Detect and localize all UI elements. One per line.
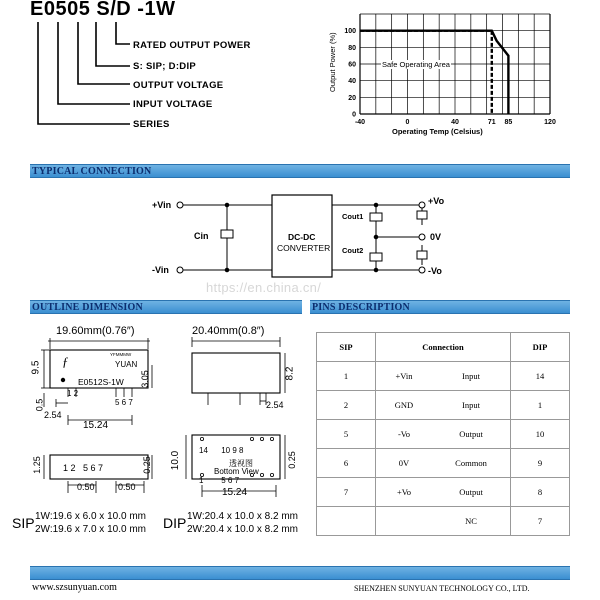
label-vo-pos: +Vo	[428, 196, 445, 206]
pins-header-sip: SIP	[317, 333, 376, 362]
legend-rated-power: RATED OUTPUT POWER	[133, 40, 251, 51]
x-tick-label: 71	[487, 119, 496, 126]
dip-top-pins: 14 10 9 8	[199, 446, 244, 455]
dip-body-h-dim: 10.0	[170, 450, 182, 471]
y-tick-label: 0	[352, 111, 356, 119]
table-cell: +Vo	[376, 478, 433, 507]
sip-bottom-w-dim: 0.25	[141, 456, 152, 474]
model-code: E0505 S/D -1W	[30, 0, 176, 20]
table-cell: Input	[432, 362, 511, 391]
table-cell: Output	[432, 420, 511, 449]
table-cell: NC	[432, 507, 511, 536]
table-cell: GND	[376, 391, 433, 420]
section-title-typical: TYPICAL CONNECTION	[32, 166, 152, 177]
y-tick-label: 60	[348, 61, 356, 69]
dip-view-cn: 透视图	[229, 459, 253, 468]
table-row	[317, 507, 570, 536]
table-row	[317, 420, 570, 449]
table-cell: 14	[511, 362, 570, 391]
x-tick-label: -40	[354, 119, 366, 126]
sip-bottom-d1: 0.50	[77, 482, 95, 492]
dip-size-1w: 1W:20.4 x 10.0 x 8.2 mm	[187, 511, 298, 522]
chart-xlabel: Operating Temp (Celsius)	[392, 127, 483, 136]
label-cout1: Cout1	[342, 212, 364, 221]
table-row	[317, 478, 570, 507]
pins-header-dip: DIP	[511, 333, 570, 362]
x-tick-label: 0	[405, 119, 410, 126]
table-row	[317, 449, 570, 478]
table-cell: 7	[511, 507, 570, 536]
table-cell: Input	[432, 391, 511, 420]
watermark: https://en.china.cn/	[206, 280, 322, 295]
sip-pitch-dim: 15.24	[83, 420, 109, 431]
sip-lead-dim: 0.5	[34, 398, 45, 412]
y-tick-label: 100	[344, 28, 356, 36]
label-vin-neg: -Vin	[152, 265, 169, 275]
sip-brand: YUAN	[115, 360, 138, 369]
label-cout2: Cout2	[342, 246, 364, 255]
sip-brand-small: YFMMMW	[110, 352, 132, 357]
pins-table	[316, 332, 570, 536]
section-title-pins: PINS DESCRIPTION	[312, 302, 410, 313]
legend-series: SERIES	[133, 119, 170, 130]
section-bar-pins	[310, 300, 570, 314]
label-vin-pos: +Vin	[152, 200, 172, 210]
label-converter-2: CONVERTER	[277, 243, 331, 253]
sip-mark: E0512S-1W	[78, 377, 124, 387]
sip-pins-left: 1 2	[67, 389, 79, 398]
table-cell: 7	[317, 478, 376, 507]
chart-ylabel: Output Power (%)	[328, 32, 337, 92]
dip-size-2w: 2W:20.4 x 10.0 x 8.2 mm	[187, 524, 298, 535]
table-cell: 0V	[376, 449, 433, 478]
pins-header-row	[317, 333, 570, 362]
pins-header-connection: Connection	[376, 333, 511, 362]
section-bar-outline	[30, 300, 302, 314]
dip-bottom-pins: 1 5 6 7	[199, 476, 240, 485]
section-title-outline: OUTLINE DIMENSION	[32, 302, 143, 313]
label-vo-neg: -Vo	[428, 266, 442, 276]
x-tick-label: 40	[451, 119, 459, 126]
table-cell: Common	[432, 449, 511, 478]
table-cell: 8	[511, 478, 570, 507]
y-tick-label: 40	[348, 78, 356, 86]
legend-package: S: SIP; D:DIP	[133, 61, 197, 72]
footer-bar	[30, 566, 570, 580]
dip-side-dim: 0.25	[286, 451, 297, 469]
section-bar-typical	[30, 164, 570, 178]
table-cell: 10	[511, 420, 570, 449]
x-tick-label: 120	[544, 119, 556, 126]
sip-bottom-h-dim: 1.25	[31, 456, 42, 474]
dip-width-dim: 20.40mm(0.8″)	[192, 325, 265, 337]
table-cell: 1	[511, 391, 570, 420]
table-cell	[317, 507, 376, 536]
table-cell: -Vo	[376, 420, 433, 449]
derating-chart	[330, 2, 565, 137]
footer-url[interactable]: www.szsunyuan.com	[32, 582, 117, 593]
table-cell	[376, 507, 433, 536]
table-cell: 9	[511, 449, 570, 478]
table-cell: 5	[317, 420, 376, 449]
sip-bottom-pins: 1 2 5 6 7	[63, 463, 104, 473]
series-line-dashed	[360, 31, 492, 114]
chart-area-label: Safe Operating Area	[382, 60, 450, 69]
dip-size-label: DIP	[163, 515, 187, 531]
sip-side-dim: 3.05	[139, 370, 150, 388]
label-zero-v: 0V	[430, 232, 442, 242]
dip-pitch-dim: 15.24	[222, 487, 248, 498]
table-cell: 2	[317, 391, 376, 420]
sip-offset-dim: 2.54	[44, 410, 62, 420]
table-cell: 6	[317, 449, 376, 478]
dip-offset-dim: 2.54	[266, 400, 284, 410]
table-cell: +Vin	[376, 362, 433, 391]
legend-output-voltage: OUTPUT VOLTAGE	[133, 80, 224, 91]
dip-view: Bottom View	[214, 467, 259, 476]
sip-size-2w: 2W:19.6 x 7.0 x 10.0 mm	[35, 524, 146, 535]
table-row	[317, 391, 570, 420]
model-legend-lines	[30, 20, 130, 130]
y-tick-label: 80	[348, 44, 356, 52]
sip-height-dim: 9.5	[30, 360, 42, 375]
dip-height-dim: 8.2	[284, 366, 296, 381]
label-cin: Cin	[194, 231, 209, 241]
legend-input-voltage: INPUT VOLTAGE	[133, 99, 213, 110]
series-line-solid	[360, 31, 508, 114]
sip-logo-icon: ƒ	[62, 354, 69, 369]
table-cell: 1	[317, 362, 376, 391]
sip-size-label: SIP	[12, 515, 35, 531]
sip-bottom-d2: 0.50	[118, 482, 136, 492]
sip-width-dim: 19.60mm(0.76″)	[56, 325, 135, 337]
label-converter-1: DC-DC	[288, 232, 316, 242]
sip-size-1w: 1W:19.6 x 6.0 x 10.0 mm	[35, 511, 146, 522]
table-cell: Output	[432, 478, 511, 507]
x-tick-label: 85	[504, 119, 513, 126]
footer-company: SHENZHEN SUNYUAN TECHNOLOGY CO., LTD.	[354, 584, 530, 593]
sip-pins-right: 5 6 7	[115, 398, 133, 407]
table-row	[317, 362, 570, 391]
y-tick-label: 20	[348, 94, 356, 102]
